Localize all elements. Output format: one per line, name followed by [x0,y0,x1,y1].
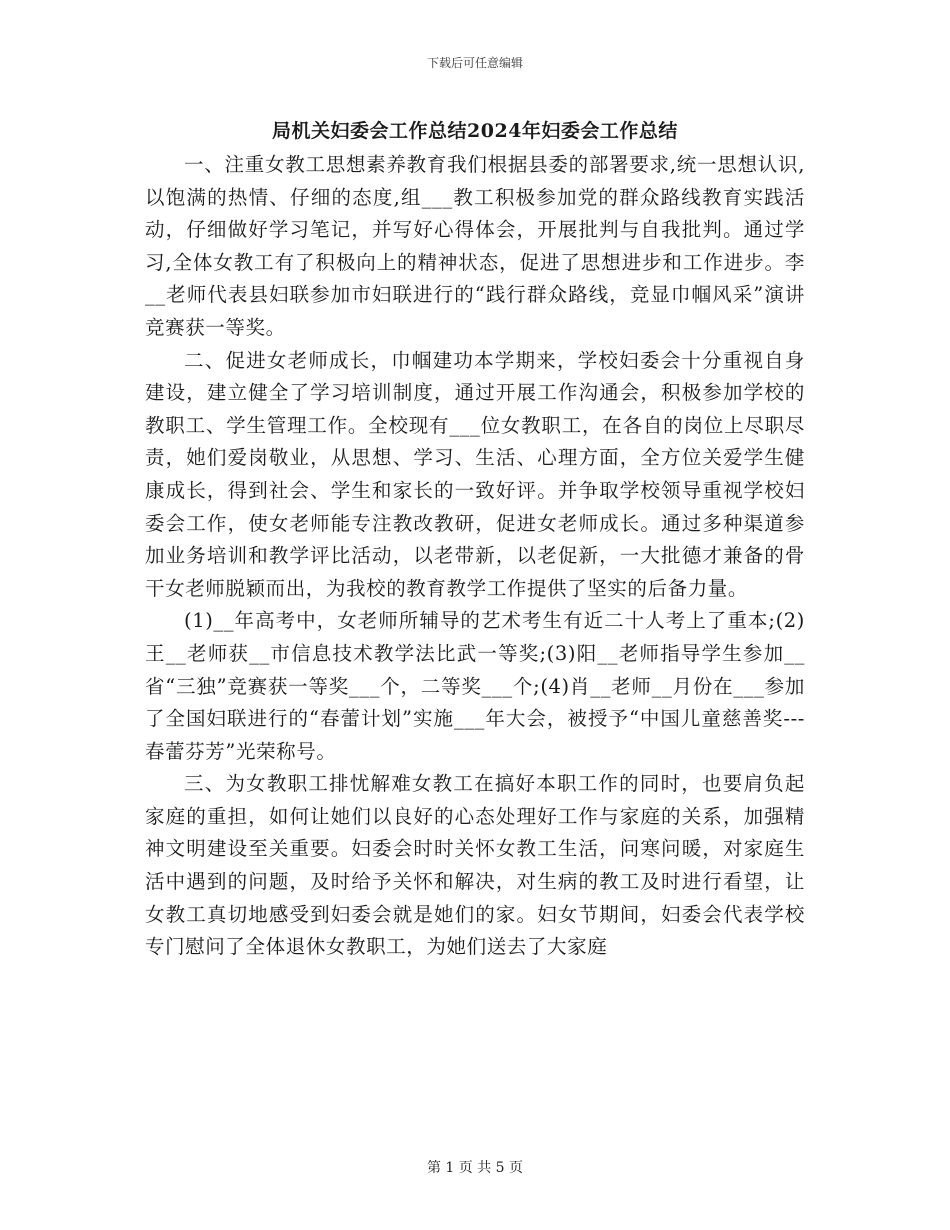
document-body [145,149,805,964]
document-title: 局机关妇委会工作总结2024年妇委会工作总结 [272,120,678,142]
paragraph-2: 二、促进女老师成长，巾帼建功本学期来，学校妇委会十分重视自身建设，建立健全了学习培训制度，通过开展工作沟通会，积极参加学校的教职工、学生管理工作。全校现有___位女教职工，在各自的岗位上尽职尽责，她们爱岗敬业，从思想、学习、生活、心理方面，全方位关爱学生健康成长，得到社会、学生和家长的一致好评。并争取学校领导重视学校妇委会工作，使女老师能专注教改教研，促进女老师成长。通过多种渠道参加业务培训和教学评比活动，以老带新，以老促新，一大批德才兼备的骨干女老师脱颖而出，为我校的教育教学工作提供了坚实的后备力量。 [145,348,805,600]
download-note: 下载后可任意编辑 [426,56,523,70]
paragraph-3: (1)__年高考中，女老师所辅导的艺术考生有近二十人考上了重本;(2)王__老师获__市信息技术教学法比武一等奖;(3)阳__老师指导学生参加__省“三独”竞赛获一等奖___个，二等奖___个;(4)肖__老师__月份在___参加了全国妇联进行的“春蕾计划”实施___年大会，被授予“中国儿童慈善奖---春蕾芬芳”光荣称号。 [145,609,805,763]
paragraph-4: 三、为女教职工排忧解难女教工在搞好本职工作的同时，也要肩负起家庭的重担，如何让她们以良好的心态处理好工作与家庭的关系，加强精神文明建设至关重要。妇委会时时关怀女教工生活，问寒问暖，对家庭生活中遇到的问题，及时给予关怀和解决，对生病的教工及时进行看望，让女教工真切地感受到妇委会就是她们的家。妇女节期间，妇委会代表学校专门慰问了全体退休女教职工，为她们送去了大家庭 [145,772,805,959]
paragraph-1: 一、注重女教工思想素养教育我们根据县委的部署要求,统一思想认识,以饱满的热情、仔细的态度,组___教工积极参加党的群众路线教育实践活动，仔细做好学习笔记，并写好心得体会，开展批判与自我批判。通过学习,全体女教工有了积极向上的精神状态，促进了思想进步和工作进步。李__老师代表县妇联参加市妇联进行的“践行群众路线，竞显巾帼风采”演讲竞赛获一等奖。 [145,153,805,339]
page-number: 第 1 页 共 5 页 [426,1160,524,1176]
